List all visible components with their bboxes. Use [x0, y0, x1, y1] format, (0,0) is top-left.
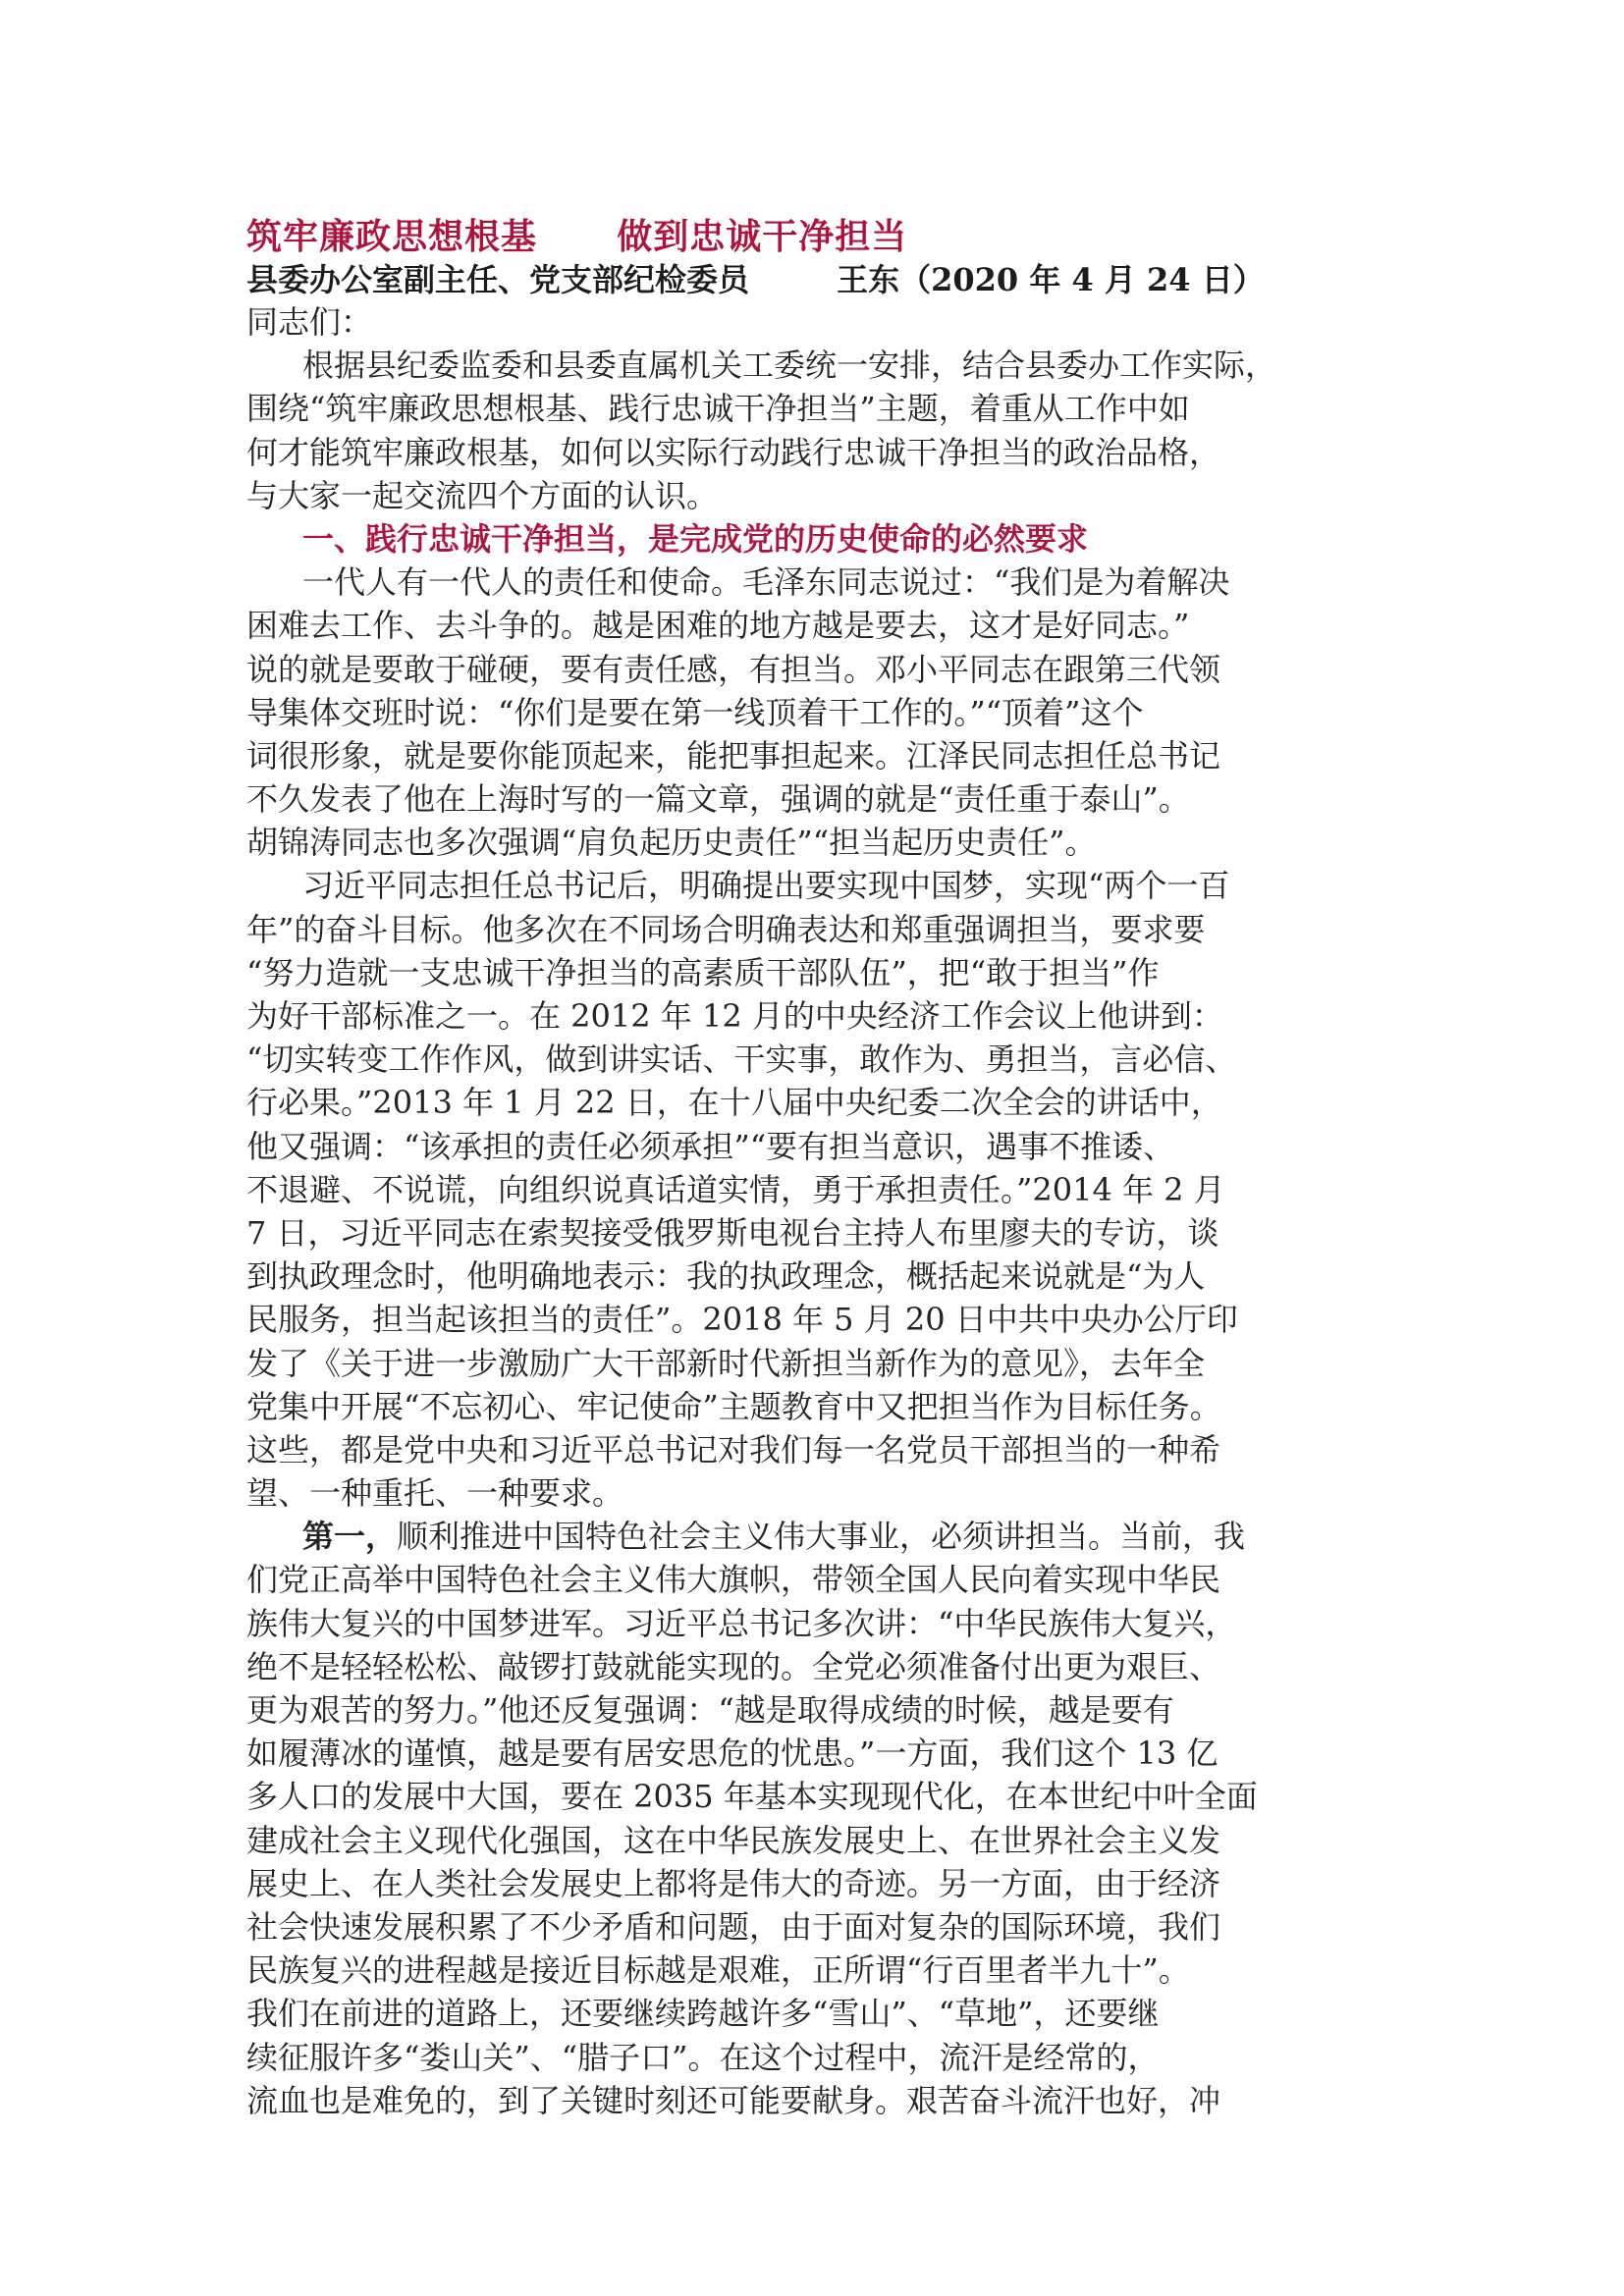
paragraph-line: 与大家一起交流四个方面的认识。 — [246, 476, 719, 514]
paragraph-line: 民服务，担当起该担当的责任”。2018 年 5 月 20 日中共中央办公厅印 — [246, 1301, 1238, 1339]
salutation: 同志们： — [246, 303, 373, 341]
paragraph-line: “努力造就一支忠诚干净担当的高素质干部队伍”，把“敢于担当”作 — [246, 953, 1160, 991]
paragraph-line: 说的就是要敢于碰硬，要有责任感，有担当。邓小平同志在跟第三代领 — [246, 650, 1221, 688]
paragraph-text: 顺利推进中国特色社会主义伟大事业，必须讲担当。当前，我 — [397, 1518, 1246, 1556]
paragraph-line: 更为艰苦的努力。”他还反复强调：“越是取得成绩的时候，越是要有 — [246, 1691, 1174, 1729]
document-title: 筑牢廉政思想根基 做到忠诚干净担当 — [246, 216, 908, 257]
paragraph-line: 导集体交班时说：“你们是要在第一线顶着干工作的。”“顶着”这个 — [246, 693, 1144, 731]
paragraph-line: 何才能筑牢廉政根基，如何以实际行动践行忠诚干净担当的政治品格， — [246, 433, 1221, 471]
document-byline: 县委办公室副主任、党支部纪检委员 王东（2020 年 4 月 24 日） — [246, 261, 1265, 298]
paragraph-line: 望、一种重托、一种要求。 — [246, 1474, 624, 1513]
paragraph-line: 流血也是难免的，到了关键时刻还可能要献身。艰苦奋斗流汗也好，冲 — [246, 2081, 1221, 2119]
section-heading: 一、践行忠诚干净担当，是完成党的历史使命的必然要求 — [302, 519, 1089, 558]
paragraph-line: 社会快速发展积累了不少矛盾和问题，由于面对复杂的国际环境，我们 — [246, 1907, 1221, 1946]
paragraph-line: 这些，都是党中央和习近平总书记对我们每一名党员干部担当的一种希 — [246, 1430, 1221, 1468]
paragraph-line — [246, 1515, 1385, 1558]
paragraph-line: 续征服许多“娄山关”、“腊子口”。在这个过程中，流汗是经常的， — [246, 2038, 1160, 2076]
paragraph-line: 根据县纪委监委和县委直属机关工委统一安排，结合县委办工作实际， — [302, 347, 1277, 385]
paragraph-line: 一代人有一代人的责任和使命。毛泽东同志说过：“我们是为着解决 — [302, 563, 1230, 602]
paragraph-line: “切实转变工作作风，做到讲实话、干实事，敢作为、勇担当，言必信、 — [246, 1041, 1237, 1079]
paragraph-line: 7 日，习近平同志在索契接受俄罗斯电视台主持人布里廖夫的专访，谈 — [246, 1213, 1219, 1252]
paragraph-line: 民族复兴的进程越是接近目标越是艰难，正所谓“行百里者半九十”。 — [246, 1951, 1190, 1990]
paragraph-line: 党集中开展“不忘初心、牢记使命”主题教育中又把担当作为目标任务。 — [246, 1387, 1221, 1425]
paragraph-line: 行必果。”2013 年 1 月 22 日，在十八届中央纪委二次全会的讲话中， — [246, 1084, 1222, 1122]
paragraph-line: 词很形象，就是要你能顶起来，能把事担起来。江泽民同志担任总书记 — [246, 736, 1221, 774]
paragraph-line: 年”的奋斗目标。他多次在不同场合明确表达和郑重强调担当，要求要 — [246, 910, 1206, 948]
paragraph-line: 我们在前进的道路上，还要继续跨越许多“雪山”、“草地”，还要继 — [246, 1995, 1160, 2033]
paragraph-line: 们党正高举中国特色社会主义伟大旗帜，带领全国人民向着实现中华民 — [246, 1561, 1221, 1599]
paragraph-line: 展史上、在人类社会发展史上都将是伟大的奇迹。另一方面，由于经济 — [246, 1864, 1221, 1902]
paragraph-line: 胡锦涛同志也多次强调“肩负起历史责任”“担当起历史责任”。 — [246, 824, 1097, 862]
paragraph-line: 建成社会主义现代化强国，这在中华民族发展史上、在世界社会主义发 — [246, 1821, 1221, 1859]
point-label: 第一， — [302, 1518, 398, 1556]
paragraph-line: 到执政理念时，他明确地表示：我的执政理念，概括起来说就是“为人 — [246, 1257, 1206, 1296]
paragraph-line: 绝不是轻轻松松、敲锣打鼓就能实现的。全党必须准备付出更为艰巨、 — [246, 1647, 1221, 1685]
paragraph-line: 为好干部标准之一。在 2012 年 12 月的中央经济工作会议上他讲到： — [246, 997, 1223, 1035]
paragraph-line: 习近平同志担任总书记后，明确提出要实现中国梦，实现“两个一百 — [302, 867, 1230, 905]
paragraph-line: 发了《关于进一步激励广大干部新时代新担当新作为的意见》，去年全 — [246, 1344, 1206, 1382]
paragraph-line: 不退避、不说谎，向组织说真话道实情，勇于承担责任。”2014 年 2 月 — [246, 1170, 1225, 1208]
paragraph-line: 他又强调：“该承担的责任必须承担”“要有担当意识，遇事不推诿、 — [246, 1127, 1175, 1165]
paragraph-line: 族伟大复兴的中国梦进军。习近平总书记多次讲：“中华民族伟大复兴， — [246, 1604, 1237, 1642]
paragraph-line: 围绕“筑牢廉政思想根基、践行忠诚干净担当”主题，着重从工作中如 — [246, 390, 1190, 428]
document-body — [246, 300, 1385, 2122]
paragraph-line: 困难去工作、去斗争的。越是困难的地方越是要去，这才是好同志。” — [246, 607, 1190, 645]
paragraph-line: 多人口的发展中大国，要在 2035 年基本实现现代化，在本世纪中叶全面 — [246, 1778, 1258, 1816]
paragraph-line: 如履薄冰的谨慎，越是要有居安思危的忧患。”一方面，我们这个 13 亿 — [246, 1735, 1218, 1773]
paragraph-line: 不久发表了他在上海时写的一篇文章，强调的就是“责任重于泰山”。 — [246, 780, 1190, 819]
